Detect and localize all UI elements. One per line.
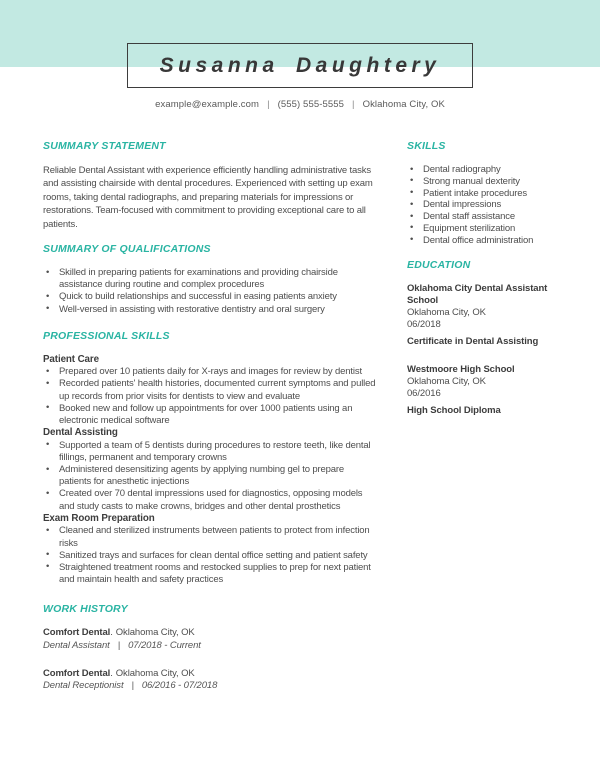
job-separator: .: [110, 627, 113, 639]
education-entry: [407, 364, 567, 418]
bullet-item: • Equipment sterilization: [407, 223, 565, 235]
job-pipe: |: [117, 639, 121, 651]
bullet-item: • Sanitized trays and surfaces for clean dental office setting and patient safety: [43, 550, 377, 562]
contact-separator: |: [267, 99, 270, 110]
contact-location: Oklahoma City, OK: [362, 99, 445, 110]
summary-statement-text: Reliable Dental Assistant with experience efficiently handling administrative tasks and assisting chairside with dental procedures. Experienced with setting up exam rooms, taking dental radiographs, and preparing materials for impressions or restorations. Team-focused with commitment to providing exceptional care to all patients.: [43, 165, 373, 230]
bullet-item: • Dental impressions: [407, 199, 565, 211]
exam-room-preparation-list: [43, 525, 393, 586]
bullet-item: • Straightened treatment rooms and restocked supplies to prep for next patient and maintain health and safety practices: [43, 562, 377, 586]
work-history-entry: [43, 668, 393, 693]
skill-group-title-exam-room-preparation: Exam Room Preparation: [43, 512, 155, 524]
bullet-item: • Recorded patients' health histories, documented current symptoms and pulled up records from prior visits for dentists to view and evaluate: [43, 378, 377, 402]
job-company: Comfort Dental: [43, 627, 111, 639]
job-dates: 07/2018 - Current: [128, 639, 201, 651]
section-heading-work-history: WORK HISTORY: [43, 603, 128, 616]
section-heading-qualifications: SUMMARY OF QUALIFICATIONS: [43, 243, 211, 256]
bullet-item: • Well-versed in assisting with restorative dentistry and oral surgery: [43, 304, 377, 316]
bullet-item: • Skilled in preparing patients for examinations and providing chairside assistance during routine and complex procedures: [43, 267, 377, 291]
contact-line: [0, 99, 600, 110]
education-date: 06/2018: [407, 319, 441, 331]
job-company-line: [43, 627, 393, 640]
bullet-item: • Supported a team of 5 dentists during procedures to restore teeth, like dental fillings, permanent and temporary crowns: [43, 440, 377, 464]
job-dates: 06/2016 - 07/2018: [141, 680, 218, 692]
education-credential: Certificate in Dental Assisting: [407, 336, 539, 348]
skill-group-title-patient-care: Patient Care: [43, 353, 99, 365]
section-heading-education: EDUCATION: [407, 258, 471, 271]
bullet-item: • Cleaned and sterilized instruments between patients to protect from infection risks: [43, 525, 377, 549]
skills-list: [407, 164, 567, 247]
qualifications-list: [43, 267, 393, 316]
bullet-item: • Prepared over 10 patients daily for X-rays and images for review by dentist: [43, 366, 377, 378]
bullet-item: • Dental staff assistance: [407, 211, 565, 223]
bullet-item: • Quick to build relationships and successful in easing patients anxiety: [43, 291, 377, 303]
section-heading-skills: SKILLS: [407, 140, 446, 152]
contact-email: example@example.com: [155, 99, 260, 110]
contact-phone: (555) 555-5555: [277, 99, 345, 110]
job-company-line: [43, 668, 393, 681]
section-heading-summary-statement: SUMMARY STATEMENT: [43, 140, 166, 152]
education-location: Oklahoma City, OK: [407, 375, 486, 387]
bullet-item: • Dental radiography: [407, 164, 565, 176]
right-column: [407, 141, 567, 417]
bullet-item: • Booked new and follow up appointments for over 1000 patients using an electronic medical software: [43, 403, 377, 427]
job-location: Oklahoma City, OK: [115, 627, 195, 639]
education-date: 06/2016: [407, 388, 441, 399]
education-school: Oklahoma City Dental Assistant School: [407, 282, 548, 306]
job-title-line: [43, 680, 393, 693]
job-title: Dental Receptionist: [43, 680, 124, 692]
dental-assisting-list: [43, 440, 393, 513]
contact-separator: |: [352, 99, 355, 110]
job-title: Dental Assistant: [43, 639, 110, 651]
bullet-item: • Patient intake procedures: [407, 188, 565, 200]
education-entry: [407, 283, 567, 349]
bullet-item: • Created over 70 dental impressions used for diagnostics, opposing models and study casts to make crowns, bridges and other dental prosthetics: [43, 488, 377, 512]
name-box: [127, 43, 473, 88]
skill-group-title-dental-assisting: Dental Assisting: [43, 427, 118, 439]
education-school: Westmoore High School: [407, 363, 515, 375]
job-separator: .: [110, 667, 113, 679]
education-location: Oklahoma City, OK: [407, 306, 486, 318]
patient-care-list: [43, 366, 393, 427]
candidate-name: Susanna Daughtery: [159, 53, 441, 77]
work-history-entry: [43, 627, 393, 652]
job-location: Oklahoma City, OK: [115, 667, 195, 679]
job-company: Comfort Dental: [43, 667, 111, 679]
section-heading-professional-skills: PROFESSIONAL SKILLS: [43, 329, 170, 342]
job-title-line: [43, 640, 393, 653]
bullet-item: • Dental office administration: [407, 235, 565, 247]
bullet-item: • Strong manual dexterity: [407, 176, 565, 188]
job-pipe: |: [131, 680, 134, 692]
bullet-item: • Administered desensitizing agents by applying numbing gel to prepare patients for anesthetic injections: [43, 464, 377, 488]
education-credential: High School Diploma: [407, 405, 501, 417]
left-column: [43, 141, 393, 708]
